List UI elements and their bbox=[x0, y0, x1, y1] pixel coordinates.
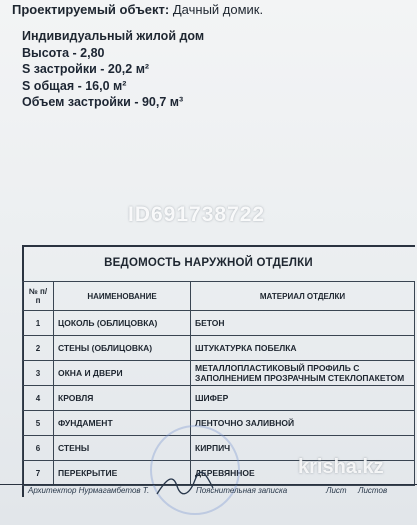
project-line bbox=[12, 2, 263, 17]
stamp-architect: Архитектор Нурмагамбетов Т. bbox=[28, 486, 150, 495]
table-row bbox=[23, 311, 415, 336]
row-num: 7 bbox=[23, 461, 54, 486]
header-name: НАИМЕНОВАНИЕ bbox=[54, 282, 191, 311]
row-material: МЕТАЛЛОПЛАСТИКОВЫЙ ПРОФИЛЬ С ЗАПОЛНЕНИЕМ ПРОЗРАЧНЫМ СТЕКЛОПАКЕТОМ bbox=[191, 361, 415, 386]
param-total-area: S общая - 16,0 м² bbox=[22, 78, 127, 93]
stamp-sheets: Листов bbox=[358, 486, 388, 495]
row-name: СТЕНЫ bbox=[54, 436, 191, 461]
row-num: 6 bbox=[23, 436, 54, 461]
row-name: ЦОКОЛЬ (ОБЛИЦОВКА) bbox=[54, 311, 191, 336]
project-value: Дачный домик. bbox=[172, 2, 264, 17]
header-num: № п/п bbox=[23, 282, 54, 311]
row-name: СТЕНЫ (ОБЛИЦОВКА) bbox=[54, 336, 191, 361]
row-name: ПЕРЕКРЫТИЕ bbox=[54, 461, 191, 486]
header-material: МАТЕРИАЛ ОТДЕЛКИ bbox=[191, 282, 415, 311]
stamp-note: Пояснительная записка bbox=[196, 486, 288, 495]
row-num: 3 bbox=[23, 361, 54, 386]
row-name: КРОВЛЯ bbox=[54, 386, 191, 411]
row-num: 1 bbox=[23, 311, 54, 336]
building-heading: Индивидуальный жилой дом bbox=[22, 29, 205, 43]
param-volume: Объем застройки - 90,7 м³ bbox=[22, 95, 184, 109]
row-material: ЛЕНТОЧНО ЗАЛИВНОЙ bbox=[191, 411, 415, 436]
param-built-area: S застройки - 20,2 м² bbox=[22, 62, 150, 76]
title-block-stamp bbox=[0, 484, 417, 498]
param-height: Высота - 2,80 bbox=[22, 45, 105, 60]
table-row bbox=[23, 336, 415, 361]
table-header-row bbox=[23, 282, 415, 311]
project-label: Проектируемый объект: bbox=[12, 2, 170, 17]
row-num: 5 bbox=[23, 411, 54, 436]
row-num: 4 bbox=[23, 386, 54, 411]
row-material: ШТУКАТУРКА ПОБЕЛКА bbox=[191, 336, 415, 361]
row-num: 2 bbox=[23, 336, 54, 361]
row-name: ОКНА И ДВЕРИ bbox=[54, 361, 191, 386]
table-title: ВЕДОМОСТЬ НАРУЖНОЙ ОТДЕЛКИ bbox=[104, 257, 313, 269]
frame-top-line bbox=[22, 245, 415, 247]
building-parameters bbox=[22, 28, 204, 111]
listing-id-watermark: ID691738722 bbox=[128, 203, 266, 226]
row-material: ШИФЕР bbox=[191, 386, 415, 411]
table-row bbox=[23, 386, 415, 411]
stamp-sheet: Лист bbox=[326, 486, 347, 495]
row-material: КИРПИЧ bbox=[191, 436, 415, 461]
table-row bbox=[23, 361, 415, 386]
row-material: БЕТОН bbox=[191, 311, 415, 336]
row-material: ДЕРЕВЯННОЕ bbox=[191, 461, 415, 486]
krisha-watermark: krisha.kz bbox=[298, 456, 384, 478]
row-name: ФУНДАМЕНТ bbox=[54, 411, 191, 436]
